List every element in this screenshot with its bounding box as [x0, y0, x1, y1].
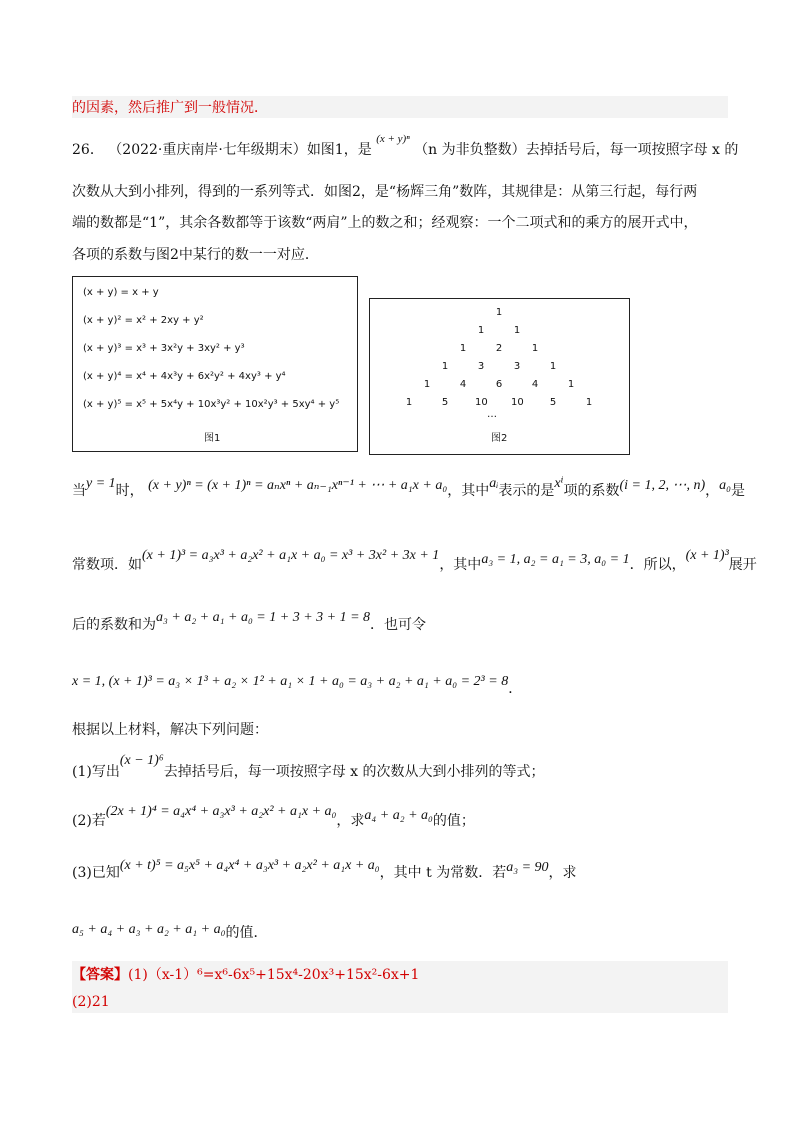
fig2-cell-r5-c3: 6	[495, 379, 503, 390]
figure-2	[369, 298, 630, 455]
body-l2-c: ，其中	[439, 557, 482, 573]
fig2-cell-r5-c2: 4	[459, 379, 467, 390]
fig2-cell-r3-c2: 2	[495, 343, 503, 354]
body-l1-e: ，其中	[447, 483, 490, 499]
body-l3-c: ．也可令	[370, 617, 427, 633]
body-l1-b: y = 1	[86, 476, 116, 491]
body-l1-a: 当	[72, 483, 86, 499]
problem-number: 26．	[72, 142, 104, 158]
body-l1-f: aᵢ	[489, 476, 499, 491]
fig2-cell-r6-c1: 1	[405, 397, 413, 408]
problem-source: （2022·重庆南岸·七年级期末）	[108, 142, 307, 158]
problem-line1-b: （n 为非负整数）去掉括号后，每一项按照字母 x 的	[414, 142, 739, 158]
question-2	[72, 804, 475, 831]
fig2-cell-r6-c2: 5	[441, 397, 449, 408]
q3-d: a₃ = 90	[506, 860, 549, 875]
body-l2-a: 常数项．如	[72, 557, 142, 573]
q2-a: (2)若	[72, 813, 106, 829]
fig2-cell-r4-c1: 1	[441, 361, 449, 372]
answer-line-1	[72, 966, 419, 984]
body-line-4	[72, 672, 523, 697]
q1-a: (1)写出	[72, 764, 120, 780]
body-l2-g: 展开	[728, 557, 757, 573]
q2-b: (2x + 1)⁴ = a₄x⁴ + a₃x³ + a₂x² + a₁x + a₀	[105, 804, 337, 819]
fig2-ellipsis: …	[487, 409, 497, 420]
body-l1-d: (x + y)ⁿ = (x + 1)ⁿ = aₙxⁿ + aₙ₋₁xⁿ⁻¹ + ⋯ + a₁x + a₀	[148, 478, 448, 493]
fig2-cell-r2-c2: 1	[513, 325, 521, 336]
problem-line1-a: 如图1，是	[306, 142, 372, 158]
question-3	[72, 858, 577, 883]
answer-line-2: (2)21	[72, 994, 110, 1010]
body-l1-m: 是	[731, 483, 745, 499]
body-l1-j: (i = 1, 2, ⋯, n)	[619, 478, 706, 493]
fig2-cell-r5-c1: 1	[423, 379, 431, 390]
figure-1	[72, 276, 358, 452]
expr-x-plus-y-n: (x + y)ⁿ	[376, 133, 410, 145]
fig2-cell-r3-c1: 1	[459, 343, 467, 354]
fig2-cell-r6-c4: 10	[511, 397, 524, 408]
body-l2-f: (x + 1)³	[685, 548, 729, 563]
body-l4-end: ．	[508, 681, 523, 697]
fig2-cell-r4-c4: 1	[549, 361, 557, 372]
body-l1-h: xⁱ	[554, 476, 564, 491]
fig2-cell-r6-c3: 10	[475, 397, 488, 408]
fig1-eq-3: (x + y)³ = x³ + 3x²y + 3xy² + y³	[83, 343, 245, 354]
body-l3-b: a₃ + a₂ + a₁ + a₀ = 1 + 3 + 3 + 1 = 8	[156, 610, 371, 625]
fig2-cell-r1-c1: 1	[495, 307, 503, 318]
fig1-eq-1: (x + y) = x + y	[83, 287, 159, 298]
q3-b: (x + t)⁵ = a₅x⁵ + a₄x⁴ + a₃x³ + a₂x² + a₁x + a₀	[119, 858, 380, 873]
fig2-cell-r4-c2: 3	[477, 361, 485, 372]
body-l4: x = 1, (x + 1)³ = a₃ × 1³ + a₂ × 1² + a₁ × 1 + a₀ = a₃ + a₂ + a₁ + a₀ = 2³ = 8	[72, 674, 509, 689]
body-l2-e: ．所以，	[629, 557, 686, 573]
q4-b: 的值．	[225, 925, 268, 941]
fig1-caption: 图1	[204, 433, 221, 444]
fig2-cell-r2-c1: 1	[477, 325, 485, 336]
body-l1-i: 项的系数	[563, 483, 620, 499]
q2-d: a₄ + a₂ + a₀	[364, 808, 433, 823]
q1-b: (x − 1)⁶	[119, 753, 164, 768]
problem-line-3: 端的数都是“1”，其余各数都等于该数“两肩”上的数之和；经观察：一个二项式和的乘方的展开式中，	[72, 215, 698, 231]
body-l1-l: a₀	[719, 478, 731, 493]
fig1-eq-5: (x + y)⁵ = x⁵ + 5x⁴y + 10x³y² + 10x²y³ + 5xy⁴ + y⁵	[83, 399, 340, 410]
answer-1: (1)（x-1）⁶=x⁶-6x⁵+15x⁴-20x³+15x²-6x+1	[128, 967, 420, 983]
body-line-2	[72, 548, 757, 575]
body-line-1	[72, 476, 745, 501]
q4-a: a₅ + a₄ + a₃ + a₂ + a₁ + a₀	[72, 922, 226, 937]
fig2-cell-r6-c5: 5	[549, 397, 557, 408]
question-1	[72, 753, 545, 782]
body-l2-b: (x + 1)³ = a₃x³ + a₂x² + a₁x + a₀ = x³ + 3x² + 3x + 1	[142, 548, 440, 563]
q2-c: ，求	[336, 813, 365, 829]
problem-line-2: 次数从大到小排列，得到的一系列等式．如图2，是“杨辉三角”数阵，其规律是：从第三行起，每行两	[72, 184, 698, 200]
problem-line-1	[72, 133, 739, 160]
fig2-cell-r5-c4: 4	[531, 379, 539, 390]
q2-e: 的值；	[432, 813, 475, 829]
body-l1-c: 时，	[115, 483, 144, 499]
body-l3-a: 后的系数和为	[72, 617, 156, 633]
top-band-text: 的因素，然后推广到一般情况．	[72, 100, 268, 116]
body-l1-g: 表示的是	[498, 483, 555, 499]
q3-e: ，求	[548, 865, 577, 881]
q1-c: 去掉括号后，每一项按照字母 x 的次数从大到小排列的等式；	[163, 764, 545, 780]
fig1-eq-4: (x + y)⁴ = x⁴ + 4x³y + 6x²y² + 4xy³ + y⁴	[83, 371, 286, 382]
fig2-cell-r5-c5: 1	[567, 379, 575, 390]
body-line-5: 根据以上材料，解决下列问题：	[72, 722, 268, 738]
answer-label: 【答案】	[72, 967, 128, 983]
fig2-cell-r4-c3: 3	[513, 361, 521, 372]
q3-a: (3)已知	[72, 865, 120, 881]
fig1-eq-2: (x + y)² = x² + 2xy + y²	[83, 315, 204, 326]
fig2-cell-r3-c3: 1	[531, 343, 539, 354]
fig2-caption: 图2	[491, 433, 508, 444]
body-l2-d: a₃ = 1, a₂ = a₁ = 3, a₀ = 1	[481, 552, 630, 567]
question-3-cont	[72, 924, 267, 943]
body-line-3	[72, 610, 427, 635]
problem-line-4: 各项的系数与图2中某行的数一一对应．	[72, 247, 319, 263]
q3-c: ，其中 t 为常数．若	[379, 865, 507, 881]
fig2-cell-r6-c6: 1	[585, 397, 593, 408]
body-l1-k: ，	[705, 483, 720, 499]
